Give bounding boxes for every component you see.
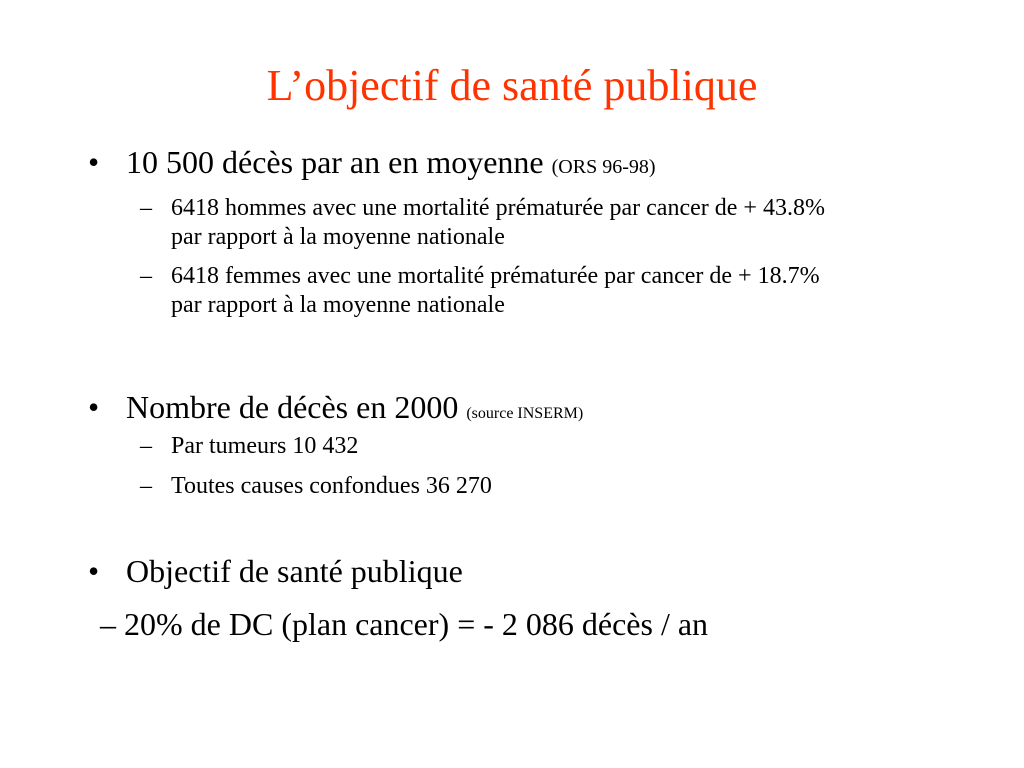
- bullet-item-2-note: (source INSERM): [466, 405, 584, 422]
- dash-marker: –: [140, 263, 152, 289]
- bullet-item-1-note: (ORS 96-98): [551, 156, 656, 178]
- bullet-item-3-continuation: – 20% de DC (plan cancer) = - 2 086 décès / an: [100, 606, 709, 642]
- bullet-marker: •: [88, 553, 100, 589]
- dash-marker: –: [140, 473, 152, 499]
- bullet-marker: •: [88, 144, 100, 180]
- bullet-marker: •: [88, 389, 100, 425]
- dash-marker: –: [140, 195, 152, 221]
- subitem-1-1-line1: 6418 hommes avec une mortalité prématurée par cancer de + 43.8%: [171, 195, 825, 221]
- subitem-1-2-line2: par rapport à la moyenne nationale: [171, 292, 505, 318]
- subitem-2-1: Par tumeurs 10 432: [171, 433, 359, 459]
- subitem-2-2: Toutes causes confondues 36 270: [171, 473, 492, 499]
- subitem-1-1-line2: par rapport à la moyenne nationale: [171, 224, 505, 250]
- bullet-item-3: Objectif de santé publique: [126, 553, 463, 589]
- dash-marker: –: [140, 433, 152, 459]
- subitem-1-2-line1: 6418 femmes avec une mortalité prématurée par cancer de + 18.7%: [171, 263, 820, 289]
- bullet-item-2: [126, 388, 583, 433]
- bullet-item-1-text: 10 500 décès par an en moyenne: [126, 144, 544, 180]
- slide-title: L’objectif de santé publique: [266, 61, 758, 110]
- bullet-item-2-text: Nombre de décès en 2000: [126, 389, 459, 425]
- bullet-item-1: [126, 143, 656, 186]
